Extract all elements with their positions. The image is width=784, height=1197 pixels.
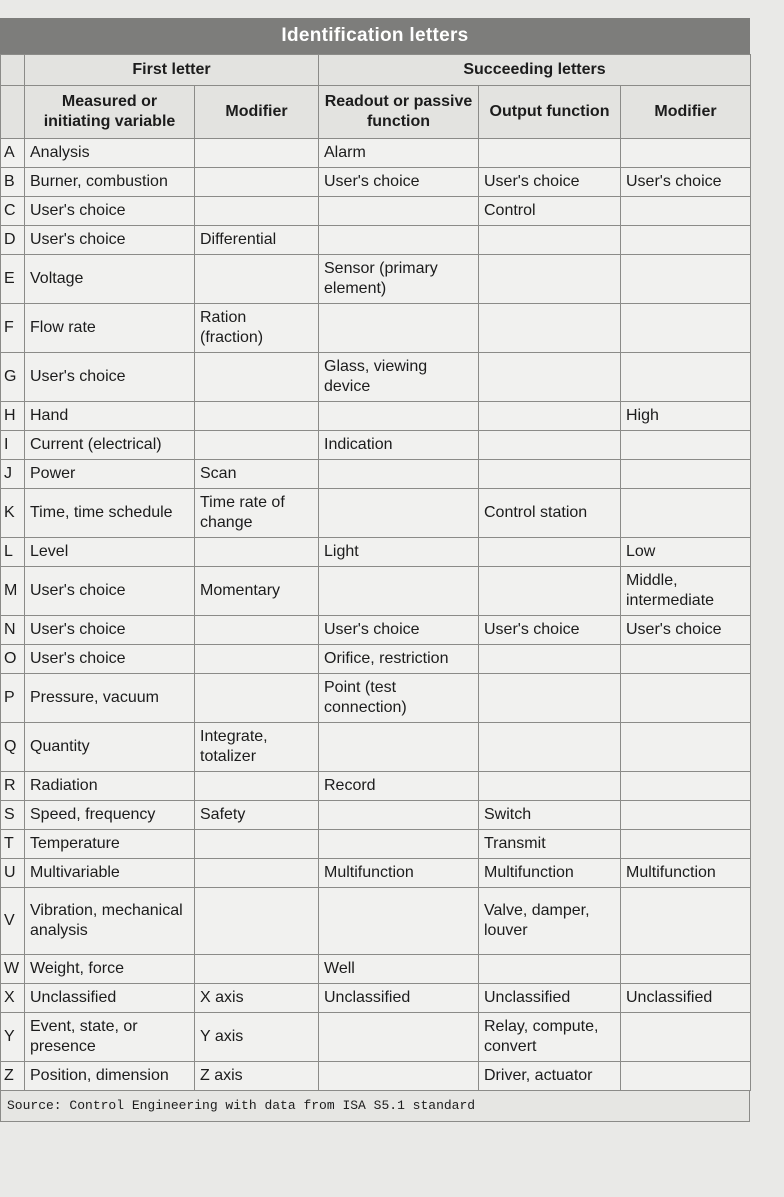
row-letter: Q [1, 723, 25, 772]
output-function-cell: Relay, compute, convert [479, 1013, 621, 1062]
row-letter: B [1, 168, 25, 197]
readout-function-cell [319, 830, 479, 859]
first-modifier-cell: Z axis [195, 1062, 319, 1091]
table-row [1, 645, 751, 674]
table-body [1, 139, 751, 1091]
succeeding-modifier-cell [621, 139, 751, 168]
first-modifier-cell: Safety [195, 801, 319, 830]
readout-function-cell [319, 489, 479, 538]
readout-function-cell: User's choice [319, 616, 479, 645]
output-function-cell [479, 139, 621, 168]
output-function-cell: Unclassified [479, 984, 621, 1013]
group-header-blank [1, 55, 25, 86]
table-row [1, 984, 751, 1013]
row-letter: F [1, 304, 25, 353]
column-header-modifier-succeeding: Modifier [621, 86, 751, 139]
measured-variable-cell: User's choice [25, 645, 195, 674]
row-letter: V [1, 888, 25, 955]
output-function-cell [479, 226, 621, 255]
measured-variable-cell: Voltage [25, 255, 195, 304]
succeeding-modifier-cell [621, 226, 751, 255]
row-letter: Z [1, 1062, 25, 1091]
table-row [1, 538, 751, 567]
table-row [1, 1013, 751, 1062]
output-function-cell [479, 353, 621, 402]
table-row [1, 616, 751, 645]
succeeding-modifier-cell [621, 674, 751, 723]
row-letter: N [1, 616, 25, 645]
table-row [1, 674, 751, 723]
readout-function-cell: User's choice [319, 168, 479, 197]
output-function-cell: User's choice [479, 168, 621, 197]
readout-function-cell [319, 723, 479, 772]
measured-variable-cell: User's choice [25, 616, 195, 645]
output-function-cell [479, 304, 621, 353]
succeeding-modifier-cell [621, 304, 751, 353]
output-function-cell: Valve, damper, louver [479, 888, 621, 955]
first-modifier-cell: Integrate, totalizer [195, 723, 319, 772]
group-header-succeeding-letters: Succeeding letters [319, 55, 751, 86]
output-function-cell: Control [479, 197, 621, 226]
output-function-cell: Multifunction [479, 859, 621, 888]
identification-table [0, 54, 751, 1091]
first-modifier-cell: X axis [195, 984, 319, 1013]
measured-variable-cell: Event, state, or presence [25, 1013, 195, 1062]
readout-function-cell: Well [319, 955, 479, 984]
output-function-cell [479, 955, 621, 984]
output-function-cell [479, 645, 621, 674]
row-letter: M [1, 567, 25, 616]
output-function-cell [479, 674, 621, 723]
readout-function-cell [319, 304, 479, 353]
first-modifier-cell [195, 139, 319, 168]
output-function-cell: User's choice [479, 616, 621, 645]
succeeding-modifier-cell [621, 255, 751, 304]
readout-function-cell: Record [319, 772, 479, 801]
table-row [1, 304, 751, 353]
first-modifier-cell [195, 859, 319, 888]
measured-variable-cell: Speed, frequency [25, 801, 195, 830]
first-modifier-cell [195, 772, 319, 801]
row-letter: C [1, 197, 25, 226]
row-letter: W [1, 955, 25, 984]
measured-variable-cell: User's choice [25, 567, 195, 616]
succeeding-modifier-cell [621, 955, 751, 984]
table-row [1, 723, 751, 772]
measured-variable-cell: Radiation [25, 772, 195, 801]
first-modifier-cell [195, 197, 319, 226]
succeeding-modifier-cell: Multifunction [621, 859, 751, 888]
output-function-cell: Control station [479, 489, 621, 538]
output-function-cell [479, 460, 621, 489]
row-letter: D [1, 226, 25, 255]
row-letter: S [1, 801, 25, 830]
table-row [1, 197, 751, 226]
column-header-output: Output function [479, 86, 621, 139]
readout-function-cell: Sensor (primary element) [319, 255, 479, 304]
succeeding-modifier-cell: Middle, intermediate [621, 567, 751, 616]
measured-variable-cell: Level [25, 538, 195, 567]
first-modifier-cell [195, 353, 319, 402]
succeeding-modifier-cell: User's choice [621, 616, 751, 645]
first-modifier-cell [195, 616, 319, 645]
succeeding-modifier-cell [621, 772, 751, 801]
succeeding-modifier-cell [621, 489, 751, 538]
row-letter: E [1, 255, 25, 304]
table-row [1, 1062, 751, 1091]
measured-variable-cell: Quantity [25, 723, 195, 772]
succeeding-modifier-cell [621, 1062, 751, 1091]
table-row [1, 431, 751, 460]
row-letter: L [1, 538, 25, 567]
measured-variable-cell: Time, time schedule [25, 489, 195, 538]
succeeding-modifier-cell [621, 431, 751, 460]
first-modifier-cell [195, 168, 319, 197]
row-letter: X [1, 984, 25, 1013]
table-row [1, 489, 751, 538]
output-function-cell [479, 402, 621, 431]
table-row [1, 402, 751, 431]
succeeding-modifier-cell [621, 723, 751, 772]
measured-variable-cell: Analysis [25, 139, 195, 168]
table-row [1, 460, 751, 489]
table-row [1, 772, 751, 801]
row-letter: K [1, 489, 25, 538]
table-row [1, 139, 751, 168]
first-modifier-cell [195, 830, 319, 859]
measured-variable-cell: Burner, combustion [25, 168, 195, 197]
readout-function-cell [319, 567, 479, 616]
first-modifier-cell: Differential [195, 226, 319, 255]
first-modifier-cell [195, 674, 319, 723]
output-function-cell: Driver, actuator [479, 1062, 621, 1091]
readout-function-cell: Unclassified [319, 984, 479, 1013]
group-header-first-letter: First letter [25, 55, 319, 86]
measured-variable-cell: Weight, force [25, 955, 195, 984]
table-row [1, 955, 751, 984]
row-letter: A [1, 139, 25, 168]
readout-function-cell [319, 226, 479, 255]
table-row [1, 888, 751, 955]
first-modifier-cell: Time rate of change [195, 489, 319, 538]
output-function-cell [479, 431, 621, 460]
readout-function-cell: Multifunction [319, 859, 479, 888]
row-letter: Y [1, 1013, 25, 1062]
measured-variable-cell: User's choice [25, 226, 195, 255]
measured-variable-cell: Position, dimension [25, 1062, 195, 1091]
readout-function-cell [319, 197, 479, 226]
readout-function-cell [319, 888, 479, 955]
first-modifier-cell [195, 645, 319, 674]
first-modifier-cell [195, 538, 319, 567]
table-row [1, 168, 751, 197]
succeeding-modifier-cell [621, 1013, 751, 1062]
identification-letters-table-page [0, 18, 750, 1122]
column-header-modifier-first: Modifier [195, 86, 319, 139]
column-header-letter [1, 86, 25, 139]
row-letter: U [1, 859, 25, 888]
measured-variable-cell: Pressure, vacuum [25, 674, 195, 723]
measured-variable-cell: Vibration, mechanical analysis [25, 888, 195, 955]
measured-variable-cell: Flow rate [25, 304, 195, 353]
row-letter: G [1, 353, 25, 402]
first-modifier-cell [195, 431, 319, 460]
succeeding-modifier-cell [621, 830, 751, 859]
readout-function-cell: Light [319, 538, 479, 567]
succeeding-modifier-cell [621, 353, 751, 402]
measured-variable-cell: Current (electrical) [25, 431, 195, 460]
table-title: Identification letters [0, 18, 750, 54]
readout-function-cell: Orifice, restriction [319, 645, 479, 674]
first-modifier-cell [195, 255, 319, 304]
table-row [1, 801, 751, 830]
succeeding-modifier-cell [621, 645, 751, 674]
first-modifier-cell [195, 402, 319, 431]
succeeding-modifier-cell: High [621, 402, 751, 431]
measured-variable-cell: Unclassified [25, 984, 195, 1013]
readout-function-cell [319, 1062, 479, 1091]
output-function-cell [479, 772, 621, 801]
table-row [1, 353, 751, 402]
readout-function-cell [319, 801, 479, 830]
output-function-cell [479, 723, 621, 772]
succeeding-modifier-cell [621, 801, 751, 830]
table-row [1, 830, 751, 859]
table-row [1, 226, 751, 255]
readout-function-cell [319, 1013, 479, 1062]
measured-variable-cell: User's choice [25, 353, 195, 402]
row-letter: R [1, 772, 25, 801]
succeeding-modifier-cell [621, 197, 751, 226]
first-modifier-cell: Y axis [195, 1013, 319, 1062]
measured-variable-cell: User's choice [25, 197, 195, 226]
readout-function-cell: Alarm [319, 139, 479, 168]
succeeding-modifier-cell: User's choice [621, 168, 751, 197]
readout-function-cell [319, 402, 479, 431]
table-row [1, 859, 751, 888]
succeeding-modifier-cell [621, 460, 751, 489]
measured-variable-cell: Power [25, 460, 195, 489]
succeeding-modifier-cell: Low [621, 538, 751, 567]
measured-variable-cell: Hand [25, 402, 195, 431]
row-letter: T [1, 830, 25, 859]
row-letter: O [1, 645, 25, 674]
first-modifier-cell: Momentary [195, 567, 319, 616]
readout-function-cell: Point (test connection) [319, 674, 479, 723]
output-function-cell [479, 567, 621, 616]
succeeding-modifier-cell: Unclassified [621, 984, 751, 1013]
column-header-readout: Readout or passive function [319, 86, 479, 139]
table-row [1, 567, 751, 616]
row-letter: H [1, 402, 25, 431]
first-modifier-cell: Ration (fraction) [195, 304, 319, 353]
first-modifier-cell [195, 955, 319, 984]
output-function-cell [479, 538, 621, 567]
readout-function-cell: Glass, viewing device [319, 353, 479, 402]
source-note: Source: Control Engineering with data from ISA S5.1 standard [0, 1091, 750, 1122]
first-modifier-cell [195, 888, 319, 955]
measured-variable-cell: Temperature [25, 830, 195, 859]
readout-function-cell [319, 460, 479, 489]
column-header-measured: Measured or initiating variable [25, 86, 195, 139]
readout-function-cell: Indication [319, 431, 479, 460]
row-letter: J [1, 460, 25, 489]
first-modifier-cell: Scan [195, 460, 319, 489]
row-letter: I [1, 431, 25, 460]
succeeding-modifier-cell [621, 888, 751, 955]
output-function-cell: Switch [479, 801, 621, 830]
table-row [1, 255, 751, 304]
output-function-cell [479, 255, 621, 304]
measured-variable-cell: Multivariable [25, 859, 195, 888]
row-letter: P [1, 674, 25, 723]
output-function-cell: Transmit [479, 830, 621, 859]
